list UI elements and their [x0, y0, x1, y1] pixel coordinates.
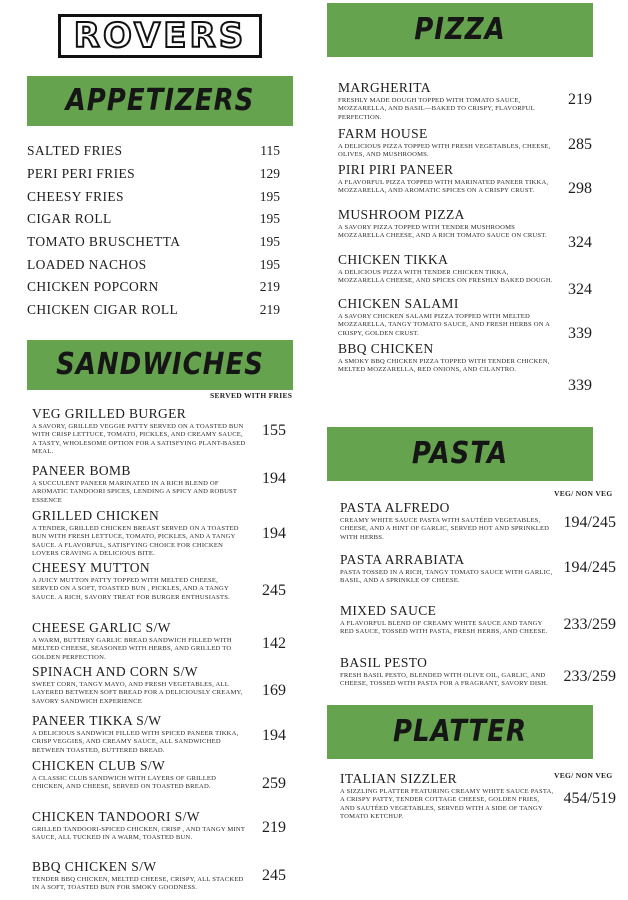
item-price: 194 [262, 470, 286, 487]
menu-item [340, 603, 554, 637]
menu-item [27, 185, 282, 208]
brand-name: ROVERS [73, 16, 247, 56]
item-price: 195 [259, 211, 280, 227]
sandwiches-title: SANDWICHES [56, 347, 264, 383]
item-name: CIGAR ROLL [27, 211, 112, 227]
pizza-banner [327, 3, 593, 57]
item-price: 169 [262, 682, 286, 699]
item-name: CHICKEN TANDOORI S/W [32, 809, 200, 824]
item-price: 233/259 [563, 616, 616, 633]
item-price: 324 [568, 234, 592, 251]
appetizers-list [27, 140, 282, 322]
item-name: SALTED FRIES [27, 143, 123, 159]
item-name: TOMATO BRUSCHETTA [27, 234, 181, 250]
item-price: 219 [568, 91, 592, 108]
pizza-title: PIZZA [414, 12, 506, 48]
menu-item [32, 508, 246, 558]
item-price: 195 [259, 256, 280, 272]
platter-note: VEG/ NON VEG [554, 771, 613, 780]
item-name: PASTA ARRABIATA [340, 552, 465, 567]
item-price: 195 [259, 234, 280, 250]
item-name: CHEESY MUTTON [32, 560, 151, 575]
item-price: 259 [262, 775, 286, 792]
item-description: GRILLED TANDOORI-SPICED CHICKEN, CRISP , AND TANGY MINT SAUCE, ALL TUCKED IN A WARM, TOASTED BUN. [32, 826, 245, 842]
pasta-banner [327, 427, 593, 481]
item-description: FRESHLY MADE DOUGH TOPPED WITH TOMATO SAUCE, MOZZARELLA, AND BASIL—BAKED TO CRISPY, FLAVORFUL PERFECTION. [338, 97, 535, 121]
item-description: A CLASSIC CLUB SANDWICH WITH LAYERS OF GRILLED CHICKEN, AND CHEESE, SERVED ON TOASTED BREAD. [32, 775, 217, 791]
item-name: MUSHROOM PIZZA [338, 207, 465, 222]
item-name: CHICKEN CLUB S/W [32, 758, 166, 773]
item-name: PERI PERI FRIES [27, 166, 136, 182]
item-name: CHICKEN POPCORN [27, 279, 159, 295]
item-name: VEG GRILLED BURGER [32, 406, 187, 421]
item-description: A DELICIOUS PIZZA TOPPED WITH FRESH VEGETABLES, CHEESE, OLIVES, AND MUSHROOMS. [338, 143, 551, 159]
item-description: A FLAVORFUL BLEND OF CREAMY WHITE SAUCE AND TANGY RED SAUCE, TOSSED WITH PASTA, FRESH HERBS, AND CHEESE. [340, 620, 548, 636]
menu-item [27, 299, 282, 322]
menu-item [32, 809, 246, 843]
item-description: A TENDER, GRILLED CHICKEN BREAST SERVED ON A TOASTED BUN WITH FRESH LETTUCE, TOMATO, PICKLES, AND A TANGY SAUCE. A FLAVORFUL, SATISFYING CHOICE FOR CHICKEN LOVERS CRAVING A DELICIOUS BITE. [32, 525, 239, 557]
item-price: 324 [568, 281, 592, 298]
menu-item [27, 140, 282, 163]
item-description: PASTA TOSSED IN A RICH, TANGY TOMATO SAUCE WITH GARLIC, BASIL, AND A SPRINKLE OF CHEESE. [340, 569, 553, 585]
item-description: A WARM, BUTTERY GARLIC BREAD SANDWICH FILLED WITH MELTED CHEESE, SEASONED WITH HERBS, AND GRILLED TO GOLDEN PERFECTION. [32, 637, 232, 661]
item-name: CHICKEN TIKKA [338, 252, 449, 267]
item-price: 115 [260, 143, 280, 159]
item-price: 219 [262, 819, 286, 836]
item-description: A FLAVORFUL PIZZA TOPPED WITH MARINATED PANEER TIKKA, MOZZARELLA, AND AROMATIC SPICES ON A CRISPY CRUST. [338, 179, 549, 195]
sandwiches-note: SERVED WITH FRIES [210, 391, 293, 400]
item-price: 245 [262, 582, 286, 599]
item-description: A SAVORY, GRILLED VEGGIE PATTY SERVED ON A TOASTED BUN WITH CRISP LETTUCE, TOMATO, PICKLES, AND CREAMY SAUCE, A TASTY, WHOLESOME OPTION FOR A SATISFYING PLANT-BASED MEAL. [32, 423, 246, 455]
item-name: BBQ CHICKEN S/W [32, 859, 157, 874]
menu-item [32, 859, 246, 893]
menu-item [338, 252, 556, 286]
menu-item [27, 208, 282, 231]
item-price: 194 [262, 727, 286, 744]
item-name: PANEER TIKKA S/W [32, 713, 162, 728]
item-name: MARGHERITA [338, 80, 431, 95]
item-price: 194 [262, 525, 286, 542]
item-price: 233/259 [563, 668, 616, 685]
brand-logo [58, 14, 262, 58]
menu-item [338, 80, 556, 122]
item-price: 155 [262, 422, 286, 439]
item-description: A SUCCULENT PANEER MARINATED IN A RICH BLEND OF AROMATIC TANDOORI SPICES, LENDING A SPICY AND ROBUST ESSENCE [32, 480, 238, 504]
menu-item [340, 655, 554, 689]
menu-item [340, 552, 554, 586]
item-name: PIRI PIRI PANEER [338, 162, 454, 177]
item-name: BBQ CHICKEN [338, 341, 434, 356]
item-description: A SMOKY BBQ CHICKEN PIZZA TOPPED WITH TENDER CHICKEN, MELTED MOZZARELLA, RED ONIONS, AND CILANTRO. [338, 358, 550, 374]
item-description: SWEET CORN, TANGY MAYO, AND FRESH VEGETABLES, ALL LAYERED BETWEEN SOFT BREAD FOR A DELICIOUSLY CREAMY, SAVORY SANDWICH EXPERIENCE [32, 681, 243, 705]
appetizers-banner [27, 76, 293, 126]
item-price: 219 [259, 302, 280, 318]
pasta-note: VEG/ NON VEG [554, 489, 613, 498]
item-description: CREAMY WHITE SAUCE PASTA WITH SAUTÉED VEGETABLES, CHEESE, AND A HINT OF GARLIC, SERVED HOT AND SPRINKLED WITH HERBS. [340, 517, 550, 541]
menu-item [32, 664, 246, 706]
item-name: PANEER BOMB [32, 463, 131, 478]
item-name: CHEESE GARLIC S/W [32, 620, 171, 635]
item-name: BASIL PESTO [340, 655, 428, 670]
platter-banner [327, 705, 593, 759]
item-price: 195 [259, 188, 280, 204]
item-description: A DELICIOUS PIZZA WITH TENDER CHICKEN TIKKA, MOZZARELLA CHEESE, AND SPICES ON FRESHLY BAKED DOUGH. [338, 269, 553, 285]
menu-item [338, 162, 556, 196]
menu-item [32, 406, 246, 456]
appetizers-title: APPETIZERS [65, 83, 255, 119]
item-name: LOADED NACHOS [27, 256, 147, 272]
item-description: A SAVORY PIZZA TOPPED WITH TENDER MUSHROOMS MOZZARELLA CHEESE, AND A RICH TOMATO SAUCE ON CRUST. [338, 224, 547, 240]
item-description: A DELICIOUS SANDWICH FILLED WITH SPICED PANEER TIKKA, CRISP VEGGIES, AND CREAMY SAUCE, ALL SANDWICHED BETWEEN TOASTED, BUTTERED BREAD. [32, 730, 239, 754]
item-price: 194/245 [563, 559, 616, 576]
item-name: FARM HOUSE [338, 126, 428, 141]
item-name: GRILLED CHICKEN [32, 508, 160, 523]
item-price: 339 [568, 325, 592, 342]
item-name: PASTA ALFREDO [340, 500, 450, 515]
menu-item [338, 207, 556, 241]
menu-item [27, 276, 282, 299]
item-price: 339 [568, 377, 592, 394]
item-price: 129 [259, 166, 280, 182]
menu-item [32, 713, 246, 755]
item-price: 219 [259, 279, 280, 295]
item-name: CHICKEN SALAMI [338, 296, 459, 311]
item-price: 194/245 [563, 514, 616, 531]
item-description: A SIZZLING PLATTER FEATURING CREAMY WHITE SAUCE PASTA, A CRISPY PATTY, TENDER COTTAGE CHEESE, GOLDEN FRIES, AND SAUTÉED VEGETABLES, SERVED WITH A SIDE OF TANGY TOMATO KETCHUP. [340, 788, 554, 820]
item-name: ITALIAN SIZZLER [340, 771, 458, 786]
item-price: 142 [262, 635, 286, 652]
menu-item [32, 560, 246, 602]
menu-item [338, 296, 556, 338]
item-price: 298 [568, 180, 592, 197]
item-price: 285 [568, 136, 592, 153]
item-name: CHEESY FRIES [27, 188, 124, 204]
sandwiches-banner [27, 340, 293, 390]
menu-item [340, 500, 554, 542]
item-description: A SAVORY CHICKEN SALAMI PIZZA TOPPED WITH MELTED MOZZARELLA, TANGY TOMATO SAUCE, AND FRESH HERBS ON A CRISPY, GOLDEN CRUST. [338, 313, 550, 337]
menu-item [32, 463, 246, 505]
menu-item [27, 253, 282, 276]
menu-item [338, 126, 556, 160]
menu-item [340, 771, 554, 821]
menu-item [27, 231, 282, 254]
platter-title: PLATTER [392, 714, 528, 750]
item-name: CHICKEN CIGAR ROLL [27, 302, 179, 318]
menu-item [338, 341, 556, 375]
item-name: SPINACH AND CORN S/W [32, 664, 198, 679]
menu-item [32, 758, 246, 792]
menu-item [32, 620, 246, 662]
pasta-title: PASTA [411, 436, 509, 472]
item-description: A JUICY MUTTON PATTY TOPPED WITH MELTED CHEESE, SERVED ON A SOFT, TOASTED BUN , PICKLES, AND A TANGY SAUCE. A RICH, SAVORY TREAT FOR BURGER ENTHUSIASTS. [32, 577, 230, 601]
item-price: 245 [262, 867, 286, 884]
item-description: FRESH BASIL PESTO, BLENDED WITH OLIVE OIL, GARLIC, AND CHEESE, TOSSED WITH PASTA FOR A FRAGRANT, SAVORY DISH. [340, 672, 548, 688]
item-price: 454/519 [563, 790, 616, 807]
item-description: TENDER BBQ CHICKEN, MELTED CHEESE, CRISPY, ALL STACKED IN A SOFT, TOASTED BUN FOR SMOKY GOODNESS. [32, 876, 244, 892]
item-name: MIXED SAUCE [340, 603, 437, 618]
menu-item [27, 163, 282, 186]
